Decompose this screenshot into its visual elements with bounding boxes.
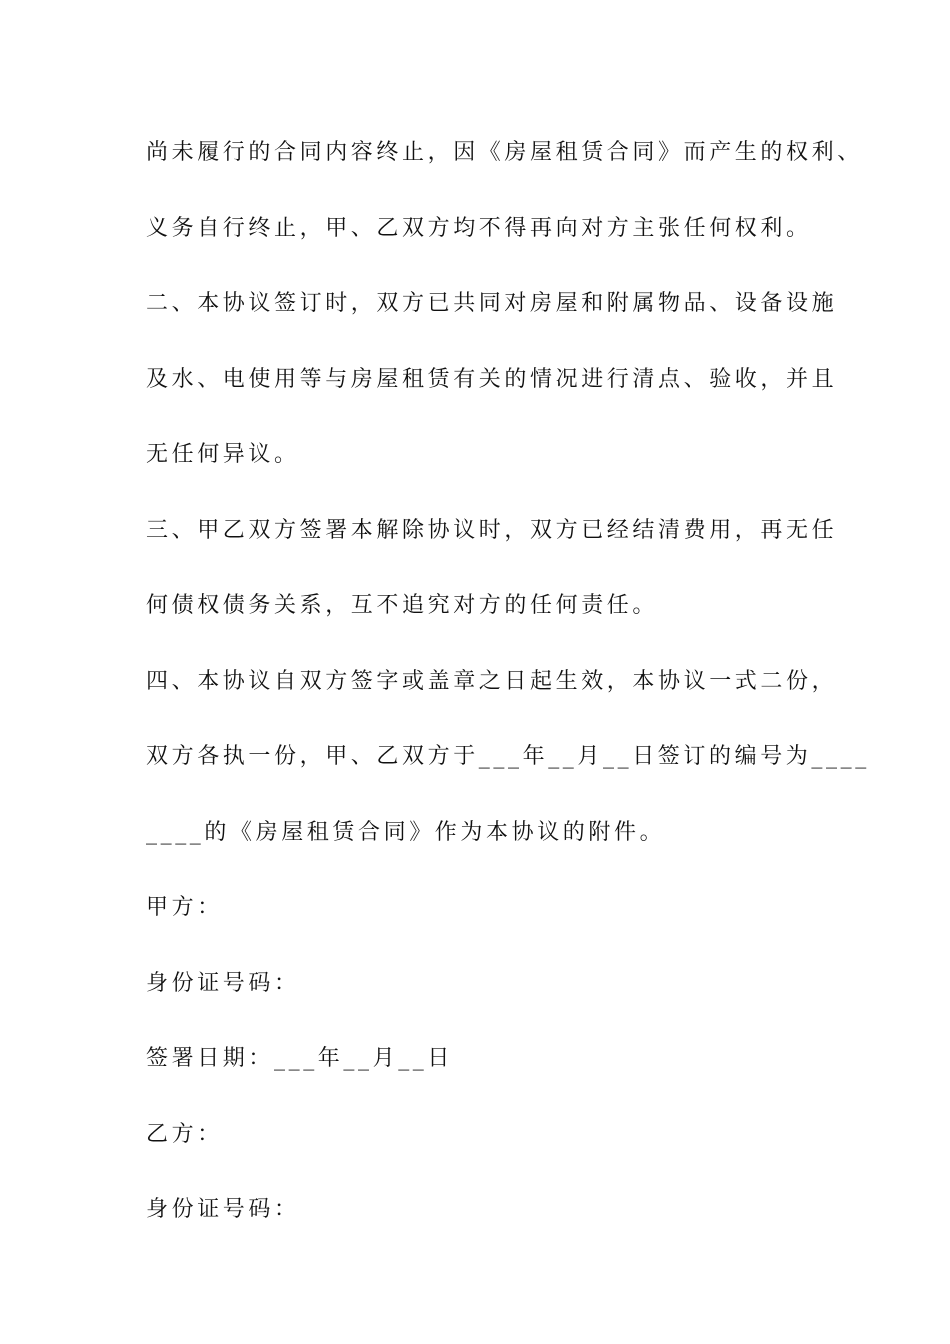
text-line: 无任何异议。	[146, 442, 300, 467]
text-line: ____的《房屋租赁合同》作为本协议的附件。	[146, 819, 666, 845]
document-body	[146, 130, 870, 1263]
signing-date-label: 签署日期：___年__月__日	[146, 1046, 454, 1071]
text-line: 及水、电使用等与房屋租赁有关的情况进行清点、验收，并且	[146, 366, 838, 392]
text-line: 双方各执一份，甲、乙双方于___年__月__日签订的编号为____	[146, 744, 870, 769]
text-line: 何债权债务关系，互不追究对方的任何责任。	[146, 593, 659, 618]
party-b-id-label: 身份证号码：	[146, 1197, 300, 1222]
text-line: 义务自行终止，甲、乙双方均不得再向对方主张任何权利。	[146, 215, 812, 241]
text-line: 尚未履行的合同内容终止，因《房屋租赁合同》而产生的权利、	[146, 140, 863, 165]
text-line: 三、甲乙双方签署本解除协议时，双方已经结清费用，再无任	[146, 517, 838, 543]
party-a-id-label: 身份证号码：	[146, 970, 300, 996]
text-line: 二、本协议签订时，双方已共同对房屋和附属物品、设备设施	[146, 291, 838, 316]
text-line: 四、本协议自双方签字或盖章之日起生效，本协议一式二份，	[146, 668, 838, 694]
party-a-label: 甲方：	[146, 895, 223, 920]
party-b-label: 乙方：	[146, 1121, 223, 1147]
